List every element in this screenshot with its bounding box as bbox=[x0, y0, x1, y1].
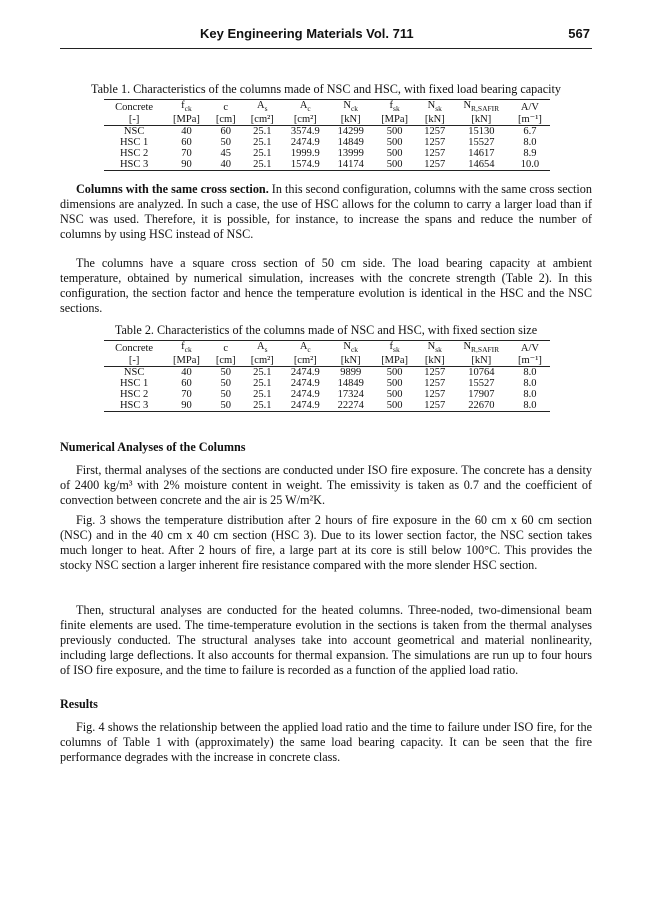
table-cell: 500 bbox=[372, 400, 416, 412]
table1-body bbox=[104, 126, 550, 171]
column-unit: [MPa] bbox=[164, 114, 208, 126]
table-cell: 500 bbox=[386, 137, 403, 149]
journal-title: Key Engineering Materials Vol. 711 bbox=[200, 26, 414, 41]
column-symbol: N bbox=[343, 100, 351, 111]
column-unit: [MPa] bbox=[164, 355, 208, 367]
table-cell: 8.0 bbox=[523, 378, 537, 390]
column-header bbox=[104, 341, 164, 356]
column-unit: [-] bbox=[104, 355, 164, 367]
table-cell: 2474.9 bbox=[290, 378, 320, 390]
table-cell: 500 bbox=[372, 159, 416, 171]
table1-header-units bbox=[104, 114, 550, 126]
table1 bbox=[104, 99, 550, 171]
column-symbol: f bbox=[389, 341, 394, 352]
table-cell: 25.1 bbox=[253, 367, 272, 379]
column-subscript: c bbox=[307, 345, 311, 355]
table-cell: 25.1 bbox=[243, 400, 282, 412]
column-header bbox=[417, 341, 453, 356]
table-cell: 8.0 bbox=[523, 367, 537, 379]
table-cell: 6.7 bbox=[523, 126, 537, 138]
table1-header-symbols bbox=[104, 100, 550, 115]
table-cell: 2474.9 bbox=[282, 400, 329, 412]
table-cell: 40 bbox=[209, 159, 243, 171]
column-subscript: sk bbox=[435, 345, 442, 355]
table-cell: 10764 bbox=[468, 367, 495, 379]
column-subscript: sk bbox=[435, 104, 442, 114]
table2 bbox=[104, 340, 550, 412]
column-symbol: f bbox=[181, 341, 185, 352]
column-unit: [m⁻¹] bbox=[510, 355, 550, 367]
table-cell: 22670 bbox=[453, 400, 510, 412]
table-cell: 13999 bbox=[337, 148, 364, 160]
table2-body bbox=[104, 367, 550, 412]
table-cell: 60 bbox=[181, 137, 192, 149]
table-cell: 90 bbox=[164, 400, 208, 412]
column-symbol: A/V bbox=[520, 342, 539, 354]
paragraph-results: Fig. 4 shows the relationship between the applied load ratio and the time to failure under ISO fire, for the columns of Table 1 with (approximately) the same load bearing capacity. It can be seen that the fire performance degrades with the increase in concrete class. bbox=[60, 720, 592, 764]
table-cell: 50 bbox=[209, 400, 243, 412]
column-header bbox=[372, 100, 416, 115]
table-cell: 1257 bbox=[417, 400, 453, 412]
column-symbol: c bbox=[223, 342, 229, 354]
column-subscript: ck bbox=[350, 345, 359, 355]
table-cell: 50 bbox=[220, 137, 231, 149]
table-cell: NSC bbox=[123, 367, 145, 379]
column-symbol: A bbox=[257, 100, 265, 111]
column-symbol: f bbox=[389, 100, 394, 111]
column-subscript: R,SAFIR bbox=[471, 345, 500, 355]
column-header bbox=[282, 100, 329, 115]
table-cell: HSC 2 bbox=[119, 148, 149, 160]
table-cell: 3574.9 bbox=[290, 126, 320, 138]
column-header bbox=[372, 341, 416, 356]
table-cell: 1257 bbox=[424, 148, 446, 160]
column-unit: [cm²] bbox=[282, 114, 329, 126]
table-cell: 500 bbox=[386, 148, 403, 160]
table-cell: 14174 bbox=[329, 159, 373, 171]
table-row bbox=[104, 378, 550, 389]
table-row bbox=[104, 159, 550, 171]
table-cell: 60 bbox=[181, 378, 192, 390]
table-cell: 14849 bbox=[337, 378, 364, 390]
header-rule bbox=[60, 48, 592, 49]
column-symbol: N bbox=[463, 341, 472, 352]
table-cell: 14654 bbox=[453, 159, 510, 171]
table-cell: 500 bbox=[386, 126, 403, 138]
column-symbol: Concrete bbox=[115, 101, 154, 113]
column-subscript: ck bbox=[184, 104, 192, 114]
column-header bbox=[164, 341, 208, 356]
column-subscript: s bbox=[264, 104, 268, 114]
section-heading-numerical: Numerical Analyses of the Columns bbox=[60, 440, 246, 454]
table-cell: 25.1 bbox=[253, 126, 272, 138]
table-row bbox=[104, 137, 550, 148]
table-cell: HSC 1 bbox=[119, 137, 149, 149]
table-row bbox=[104, 367, 550, 379]
column-subscript: c bbox=[307, 104, 311, 114]
column-header bbox=[510, 100, 550, 115]
table-cell: 1257 bbox=[424, 367, 446, 379]
table-cell: 8.0 bbox=[510, 400, 550, 412]
table-cell: 8.0 bbox=[523, 137, 537, 149]
table-cell: 70 bbox=[181, 148, 192, 160]
table-cell: HSC 1 bbox=[119, 378, 149, 390]
column-subscript: s bbox=[264, 345, 268, 355]
table-cell: 15130 bbox=[468, 126, 495, 138]
column-symbol: A bbox=[299, 100, 308, 111]
paragraph-text: In this second configuration, columns with the same cross section dimensions are analyzed. In such a case, the use of HSC allows for the column to carry a larger load than if NSC was used. Therefore, it is possible, for instance, to increase the spans and reduce the number of columns by using HSC instead of NSC. bbox=[60, 182, 592, 241]
column-unit: [cm] bbox=[209, 114, 243, 126]
table-cell: 10.0 bbox=[510, 159, 550, 171]
table1-caption: Table 1. Characteristics of the columns made of NSC and HSC, with fixed load bearing capacity bbox=[91, 82, 561, 96]
column-header bbox=[329, 341, 373, 356]
column-header bbox=[282, 341, 329, 356]
table-cell: 1999.9 bbox=[290, 148, 320, 160]
column-unit: [-] bbox=[104, 114, 164, 126]
table-cell: 40 bbox=[181, 367, 192, 379]
table-cell: 25.1 bbox=[253, 389, 272, 401]
table2-header-units bbox=[104, 355, 550, 367]
column-header bbox=[453, 341, 510, 356]
column-symbol: N bbox=[463, 100, 472, 111]
table-cell: 8.9 bbox=[523, 148, 537, 160]
column-subscript: R,SAFIR bbox=[471, 104, 500, 114]
column-subscript: sk bbox=[393, 104, 400, 114]
table-cell: 1257 bbox=[424, 126, 446, 138]
table-cell: 45 bbox=[220, 148, 231, 160]
column-header bbox=[209, 341, 243, 356]
table-cell: 25.1 bbox=[253, 137, 272, 149]
table-cell: 25.1 bbox=[243, 159, 282, 171]
table-cell: 15527 bbox=[468, 137, 495, 149]
table-cell: 1257 bbox=[417, 159, 453, 171]
column-unit: [m⁻¹] bbox=[510, 114, 550, 126]
table2-header-symbols bbox=[104, 341, 550, 356]
table-cell: 14299 bbox=[337, 126, 364, 138]
column-symbol: N bbox=[343, 341, 351, 352]
table-cell: 2474.9 bbox=[290, 137, 320, 149]
table-cell: 1257 bbox=[424, 378, 446, 390]
page-number: 567 bbox=[568, 26, 590, 41]
column-header bbox=[453, 100, 510, 115]
column-unit: [kN] bbox=[453, 114, 510, 126]
column-subscript: sk bbox=[393, 345, 400, 355]
table-cell: 1257 bbox=[424, 389, 446, 401]
column-symbol: Concrete bbox=[115, 342, 154, 354]
table-row bbox=[104, 126, 550, 138]
table-cell: 500 bbox=[386, 367, 403, 379]
column-unit: [cm²] bbox=[282, 355, 329, 367]
table-cell: 14849 bbox=[337, 137, 364, 149]
column-symbol: c bbox=[223, 101, 229, 113]
column-header bbox=[104, 100, 164, 115]
column-unit: [cm²] bbox=[243, 355, 282, 367]
table-cell: 500 bbox=[386, 389, 403, 401]
column-unit: [kN] bbox=[453, 355, 510, 367]
column-unit: [MPa] bbox=[372, 355, 416, 367]
table-row bbox=[104, 400, 550, 412]
column-header bbox=[209, 100, 243, 115]
table-cell: 22274 bbox=[329, 400, 373, 412]
table-cell: 9899 bbox=[340, 367, 362, 379]
column-unit: [kN] bbox=[329, 114, 373, 126]
paragraph-fig3: Fig. 3 shows the temperature distribution after 2 hours of fire exposure in the 60 cm x 60 cm section (NSC) and in the 40 cm x 40 cm section (HSC 3). Due to its lower section factor, the NSC section takes much longer to heat. After 2 hours of fire, a large part at its core is still below 100°C. This provides the stocky NSC section a larger inherent fire resistance compared with the more slender HSC section. bbox=[60, 513, 592, 572]
column-header bbox=[417, 100, 453, 115]
column-unit: [kN] bbox=[329, 355, 373, 367]
paragraph-thermal: First, thermal analyses of the sections are conducted under ISO fire exposure. The concrete has a density of 2400 kg/m³ with 2% moisture content in weight. The emissivity is taken as 0.7 and the coefficient of convection between concrete and the air is 25 W/m²K. bbox=[60, 463, 592, 507]
table-cell: 15527 bbox=[468, 378, 495, 390]
table-cell: HSC 3 bbox=[104, 159, 164, 171]
column-subscript: ck bbox=[350, 104, 359, 114]
column-unit: [MPa] bbox=[372, 114, 416, 126]
column-symbol: A bbox=[299, 341, 308, 352]
table-cell: 25.1 bbox=[253, 148, 272, 160]
table-cell: 8.0 bbox=[523, 389, 537, 401]
table-cell: 70 bbox=[181, 389, 192, 401]
table-cell: 60 bbox=[220, 126, 231, 138]
column-header bbox=[243, 100, 282, 115]
table2-caption: Table 2. Characteristics of the columns made of NSC and HSC, with fixed section size bbox=[114, 323, 538, 337]
table-cell: 50 bbox=[220, 389, 231, 401]
column-subscript: ck bbox=[184, 345, 192, 355]
paragraph-cross-section bbox=[60, 182, 592, 242]
column-unit: [kN] bbox=[417, 355, 453, 367]
table-cell: HSC 2 bbox=[119, 389, 149, 401]
table-cell: 2474.9 bbox=[290, 389, 320, 401]
column-symbol: N bbox=[427, 100, 436, 111]
column-symbol: f bbox=[181, 100, 185, 111]
table-cell: 40 bbox=[181, 126, 192, 138]
section-heading-results: Results bbox=[60, 697, 98, 711]
column-header bbox=[329, 100, 373, 115]
table-cell: 1574.9 bbox=[282, 159, 329, 171]
table-cell: 50 bbox=[220, 378, 231, 390]
table-cell: 50 bbox=[220, 367, 231, 379]
column-symbol: A bbox=[257, 341, 265, 352]
column-symbol: A/V bbox=[520, 101, 539, 113]
paragraph-structural: Then, structural analyses are conducted for the heated columns. Three-noded, two-dimensional beam finite elements are used. The time-temperature evolution in the sections is taken from the thermal analyses previously conducted. The structural analyses take into account geometrical and material nonlinearity, including large deflections. It also accounts for thermal expansion. The simulations are run up to four hours of ISO fire exposure, and the time to failure is recorded as a function of the applied load ratio. bbox=[60, 603, 592, 677]
column-unit: [kN] bbox=[417, 114, 453, 126]
paragraph-lead: Columns with the same cross section. bbox=[76, 182, 269, 196]
column-unit: [cm²] bbox=[243, 114, 282, 126]
table-cell: 14617 bbox=[468, 148, 495, 160]
table-cell: 2474.9 bbox=[290, 367, 320, 379]
column-header bbox=[510, 341, 550, 356]
table-cell: 90 bbox=[164, 159, 208, 171]
table-cell: 500 bbox=[386, 378, 403, 390]
column-header bbox=[164, 100, 208, 115]
table-cell: 17907 bbox=[468, 389, 495, 401]
table-cell: 25.1 bbox=[253, 378, 272, 390]
table-cell: HSC 3 bbox=[104, 400, 164, 412]
paragraph-square-section: The columns have a square cross section of 50 cm side. The load bearing capacity at ambient temperature, obtained by numerical simulation, increases with the concrete strength (Table 2). In this configuration, the section factor and hence the temperature evolution is identical in the HSC and the NSC sections. bbox=[60, 256, 592, 315]
table-cell: 1257 bbox=[424, 137, 446, 149]
running-header bbox=[60, 26, 592, 44]
column-header bbox=[243, 341, 282, 356]
table-cell: 17324 bbox=[337, 389, 364, 401]
table-cell: NSC bbox=[123, 126, 145, 138]
table-row bbox=[104, 389, 550, 400]
column-unit: [cm] bbox=[209, 355, 243, 367]
table-row bbox=[104, 148, 550, 159]
column-symbol: N bbox=[427, 341, 436, 352]
